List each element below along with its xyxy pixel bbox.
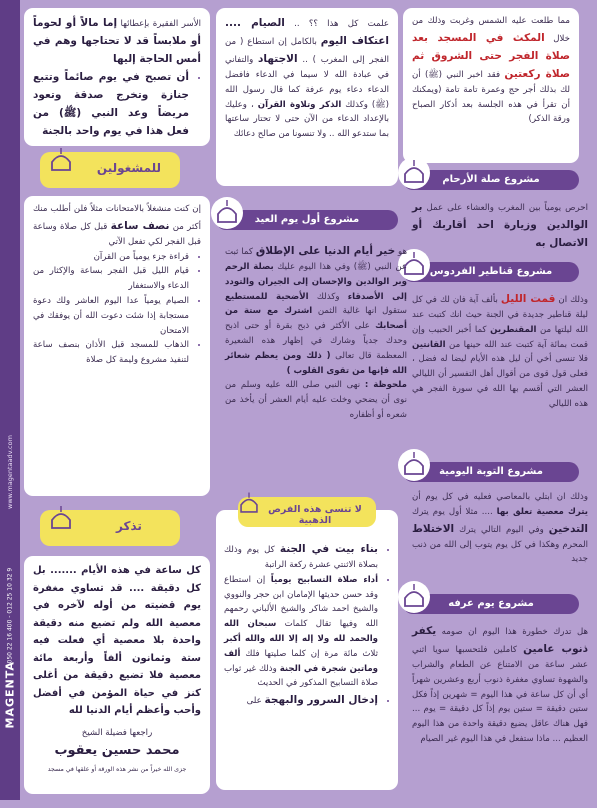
phone-text: 050 22 16 400 - 012 25 10 32 9	[6, 567, 14, 664]
golden-chances-header	[238, 497, 376, 527]
intro-text: مما طلعت عليه الشمس وغربت وذلك من خلال	[412, 16, 570, 44]
busy-body-1: إن كنت منشغلاً بالامتحانات مثلاً فلن أطلب منك أكثر من	[33, 204, 201, 232]
list-item	[33, 68, 189, 140]
section-header-firdaws	[403, 262, 579, 282]
busy-list	[33, 250, 201, 368]
firdaws-body-2: بألف آية فان لك في كل ليلة قناطير جديدة في الجنة حيث انك كتبت عند الله ليلتها من	[412, 295, 588, 335]
mid-top-bold-3: الذكر وتلاوة القرآن	[257, 99, 342, 110]
section-header-eid	[216, 210, 398, 230]
middle-top-box	[216, 8, 398, 186]
eid-bold-2: بصلة الرحم وبر الوالدين والإحسان إلى الجيران والتودد إلى الأصدقاء	[225, 262, 407, 302]
mosque-dome-icon	[397, 580, 431, 614]
eid-body-2: كما ثبت عن النبي (ﷺ) وفي هذا اليوم عليك	[225, 247, 407, 273]
firdaws-title: مشروع قناطير الفردوس	[429, 266, 553, 277]
arafa-bold: يكفر ذنوب عامين	[412, 625, 588, 656]
list-item	[224, 540, 378, 573]
right-intro-box	[403, 8, 579, 163]
arham-text	[403, 192, 597, 264]
list-item: • قراءة جزء يومياً من القرآن	[33, 250, 189, 265]
list-item: • قيام الليل قبل الفجر بساعة والإكثار من الدعاء والاستغفار	[33, 264, 189, 294]
eid-body-4: ستقول انها غالية الثمن	[312, 306, 407, 317]
mid-top-3: والتفاني في عبادة الله لا سيما في الدعاء فافضل الدعاء دعاء يوم عرفة كما قال رسول الله (ﷺ) وكذلك	[225, 55, 389, 110]
firdaws-red: قمت الليل	[500, 293, 556, 305]
left-top-box	[24, 8, 210, 146]
section-header-arham	[403, 170, 579, 190]
tawba-bold: يترك معصية تعلق بها	[496, 506, 588, 517]
eid-text	[216, 236, 416, 498]
left-item-text: أن تصبح في يوم صائماً وتتبع جنازة وتخرج صدقة وتعود مريضاً وعد النبي (ﷺ) من فعل هذا في يوم واحد بالجنة	[33, 71, 189, 138]
tawba-body-1: وذلك ان ابتلي بالمعاصي فعليه في كل يوم أن	[412, 492, 588, 502]
firdaws-body-1: وذلك ان	[555, 295, 589, 305]
eid-title: مشروع أول يوم العيد	[254, 214, 360, 225]
item3-rest: على	[246, 696, 265, 707]
eid-body-1: هو	[395, 247, 408, 257]
arafa-body-1: هل تدرك خطورة هذا اليوم ان صومه	[436, 627, 588, 637]
firdaws-bold: المقنطرين	[490, 324, 537, 335]
eid-note-label: ملحوظة :	[364, 380, 407, 391]
mosque-dome-icon	[44, 144, 78, 178]
busy-body-2: قبل كل صلاة وساعة قبل الفجر لكي تفعل الآتي	[33, 221, 201, 247]
busy-box	[24, 196, 210, 496]
mosque-dome-icon	[44, 502, 78, 536]
arham-bold: بر الوالدين وزيارة احد أقاربك أو الاتصال به	[412, 201, 588, 250]
section-header-arafa	[403, 594, 579, 614]
tadhakkar-header	[40, 510, 180, 546]
eid-bold: خير أيام الدنيا على الإطلاق	[255, 245, 396, 257]
item2-rest: إن استطاع وقد حسن حديثها الإمامان ابن حجر والنووي والشيخ احمد شاكر والشيخ الألباني رحمهم الله وفيها تقال كلمات	[224, 574, 378, 630]
left-top-1: الأسر الفقيرة بإعطائها	[117, 19, 201, 29]
reviewer-name: محمد حسين يعقوب	[54, 743, 180, 759]
tadhakkar-text: كل ساعة في هذه الأيام ....... بل كل دقيقة .... قد تساوي مغفرة يوم قضيته من أوله لآخره في معصية الله ولم تضيع منه دقيقة واحدة بلا معصية أي فعلت فيه ستة وثمانون ألفاً وأربعة مائة معصية فلا تضيع دقيقة من أغلى كنز في حياة المؤمن في أفضل وأحب وأعظم أيام الدنيا لله	[33, 565, 201, 716]
arafa-title: مشروع يوم عرفه	[448, 598, 534, 609]
intro-text-2: فقد اخبر النبي (ﷺ) أن لك بذلك أجر حج وعمرة تامة تامة (ويمكنك أن تقرأ في هذه الجلسة بعد أذكار الصباح ورقة الذكر)	[412, 69, 570, 125]
tawba-text	[403, 484, 597, 596]
firdaws-text	[403, 284, 597, 466]
item2-bold-3: ألف وماتين شجرة في الجنة	[224, 648, 378, 674]
footer-note: جزى الله خيراً من نشر هذه الورقة أو علقها في مسجد	[47, 765, 187, 773]
firdaws-body-3: كما أخبر الحبيب وإن قمت بمائة آية كتبت عند الله حينها من	[412, 324, 588, 350]
brand-sidebar	[0, 0, 20, 800]
mosque-dome-icon	[210, 196, 244, 230]
eid-body-3: وكذلك	[308, 291, 348, 302]
firdaws-body-4: فلا تنسى أخي أن ليل هذه الأيام ليضا له فضل ، فعلى قول قوى من أقوال أهل التفسير أن الليالي العشر التي أقسم بها الله في سورة الفجر هي هذه الليالي	[412, 354, 588, 409]
mid-top-4: ، وعليك بالإعداد الدعاء من الآن حتى لا تحتار ساعتها بما ستدعو الله .. ولا تنسونا من صالح دعائك	[225, 99, 389, 140]
busy-title: للمشغولين	[96, 161, 162, 175]
eid-note: نهى النبي صلى الله عليه وسلم من نوى أن يضحي وخلت عليه أيام العشر أن يأخذ من شعره أو أظفاره	[225, 380, 407, 420]
golden-chances-title: لا تنسى هذه الفرص الذهبية	[268, 504, 362, 526]
arafa-body-2: كاملين فلتحسبها سويا اثني عشر ساعة من الامتناع عن الطعام والشراب والشهوة تساوي مغفرة ذنوب أربع وعشرين شهراً أي أن كل ساعة في هذا اليوم = شهرين إذاً فكل ستين دقيقة = ستين يوم إذاً كل دقيقة = يوم ... فهل هناك عاقل يضيع دقيقة واحدة من هذا اليوم العظيم ... ماذا ستفعل في هذا اليوم غير الصيام	[412, 645, 588, 744]
list-item: • الذهاب للمسجد قبل الأذان بنصف ساعة لتنفيذ مشروع وليمة كل صلاة	[33, 338, 189, 368]
section-header-tawba	[403, 462, 579, 482]
eid-body-5: على الأكثر في ذبح بقرة أو حتى اذبح وحدك جدياً وشارك في إظهار هذه الشعيرة المعظمة قال تعالى	[225, 321, 407, 361]
mid-top-1: علمت كل هذا ؟؟ ..	[284, 19, 389, 29]
busy-bold: نصف ساعة	[110, 219, 170, 232]
eid-bold-5: ( ذلك ومن يعظم شعائر الله فإنها من تقوى القلوب )	[225, 350, 407, 376]
tawba-body-3: وفي اليوم التالي يترك	[454, 524, 549, 535]
item1-rest: كل يوم وذلك بصلاة الاثنتي عشرة ركعة الراتبة	[224, 545, 378, 571]
left-top-bold: إما مالاً أو لحوماً أو ملابساً قد لا تحتاجها وهم في أمس الحاجة إليها	[33, 17, 201, 66]
golden-chances-list	[224, 540, 390, 709]
mid-top-bold: الصيام .... اعتكاف اليوم	[225, 17, 389, 48]
tawba-title: مشروع التوبة اليومية	[439, 466, 543, 477]
intro-highlight: المكث في المسجد بعد صلاة الفجر حتى الشروق ثم صلاة ركعتين	[412, 31, 570, 80]
list-item	[224, 691, 378, 709]
tawba-bold-3: الاختلاط	[412, 522, 455, 535]
item2-rest-3: وذلك غير ثواب صلاة التسابيح المذكور في الحديث	[224, 663, 378, 689]
item2-bold: أداء صلاة التسابيح يومياً	[270, 574, 379, 585]
busy-header	[40, 152, 180, 188]
arafa-text	[403, 616, 597, 808]
eid-bold-4: اشترك مع ستة من أصحابك	[225, 306, 407, 332]
item2-rest-2: ثلاث مائة مرة إن كلما صليتها فلك	[240, 648, 378, 659]
tawba-bold-2: التدخين	[548, 522, 588, 535]
mosque-dome-icon	[397, 156, 431, 190]
reviewer-label: راجعها فضيلة الشيخ	[81, 727, 153, 738]
tadhakkar-box	[24, 556, 210, 794]
arham-title: مشروع صلة الأرحام	[442, 174, 540, 185]
mid-top-bold-2: الاجتهاد	[258, 53, 298, 66]
list-item: • الصيام يومياً عدا اليوم العاشر ولك دعوة مستجابة إذا شئت دعوت الله أن يوفقك في الامتحان	[33, 294, 189, 338]
website-text: www.magentaadv.com	[6, 435, 14, 509]
item3-bold: إدخال السرور والبهجة	[264, 694, 378, 707]
firdaws-bold-2: القانتين	[412, 339, 446, 350]
list-item	[224, 573, 378, 691]
arham-body: احرص يومياً بين المغرب والعشاء على عمل	[422, 203, 588, 213]
brand-logo: MAGENTA	[3, 661, 17, 729]
item1-bold: بناء بيت في الجنة	[279, 543, 378, 555]
mid-top-2: بالكامل إن استطاع ( من الفجر إلى المغرب ) ..	[225, 37, 389, 66]
tawba-body-4: المحرم وهكذا في كل يوم يتوب إلى الله من ذنب جديد	[412, 539, 588, 565]
left-top-list	[33, 68, 201, 140]
item2-bold-2: سبحان الله والحمد لله ولا إله إلا الله والله أكبر	[224, 619, 378, 644]
tadhakkar-title: تذكر	[116, 519, 142, 533]
golden-chances-box	[216, 510, 398, 790]
eid-bold-3: الأضحية للمستطيع	[225, 291, 309, 302]
tawba-body-2: .... مثلا أول يوم يترك	[412, 506, 497, 517]
